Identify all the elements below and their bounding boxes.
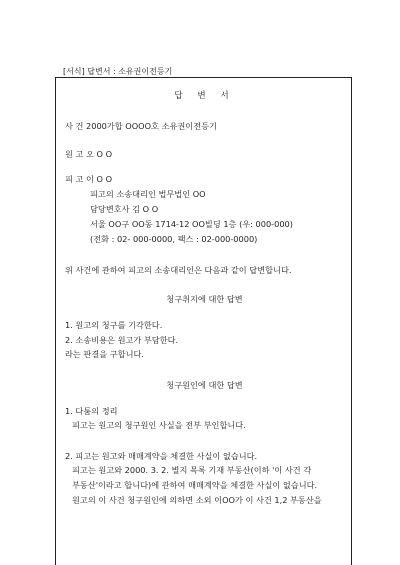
s1-item1: 1. 원고의 청구를 기각한다. [65, 320, 163, 330]
address-line: 서울 OO구 OO동 1714-12 OO빌딩 1층 (우: 000-000) [90, 219, 293, 229]
s2-heading1: 1. 다툼의 정리 [65, 406, 118, 416]
document-title: 답 변 서 [174, 91, 235, 101]
s2-para2-line1: 피고는 원고와 2000. 3. 2. 별지 목록 기재 부동산(이하 '이 사건 각 [72, 465, 312, 475]
attorney-line: 피고의 소송대리인 법무법인 OO [90, 189, 206, 199]
s2-para3: 원고의 이 사건 청구원인에 의하면 소외 이OO가 이 사건 1,2 부동산을 [72, 495, 322, 505]
phone-line: (전화 : 02- 000-0000, 팩스 : 02-000-0000) [90, 234, 258, 244]
plaintiff-line: 원 고 오 O O [65, 149, 113, 159]
s1-item2: 2. 소송비용은 원고가 부담한다. [65, 335, 179, 345]
document-caption: [서식] 답변서 : 소유권이전등기 [63, 67, 173, 76]
answer-document [55, 77, 352, 565]
defendant-line: 피 고 이 O O [65, 174, 113, 184]
case-line: 사 건 2000가합 OOOO호 소유권이전등기 [65, 121, 217, 131]
lawyer-line: 담당변호사 김 O O [90, 204, 159, 214]
s1-tail: 라는 판결을 구합니다. [65, 349, 144, 359]
section2-title: 청구원인에 대한 답변 [166, 380, 243, 390]
s2-para2-line2: 부동산'이라고 합니다)에 관하여 매매계약을 체결한 사실이 없습니다. [72, 480, 318, 490]
s2-para1: 피고는 원고의 청구원인 사실을 전부 부인합니다. [72, 420, 246, 430]
intro-line: 위 사건에 관하여 피고의 소송대리인은 다음과 같이 답변합니다. [65, 265, 292, 275]
section1-title: 청구취지에 대한 답변 [166, 294, 243, 304]
s2-heading2: 2. 피고는 원고와 매매계약을 체결한 사실이 없습니다. [65, 451, 258, 461]
